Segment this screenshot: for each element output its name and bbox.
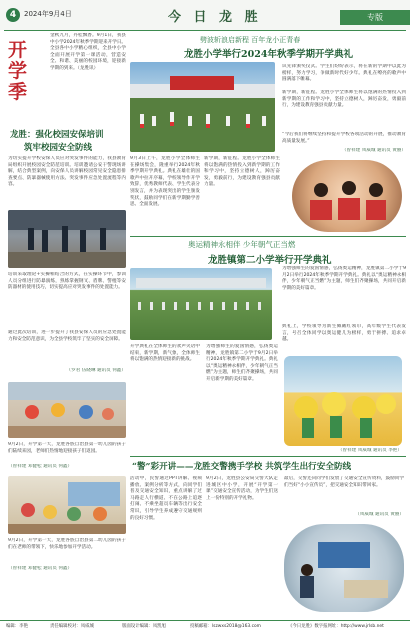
kindergarten-caption-2: 9月2日，开学第一天，龙胜各族自治县第二幼儿园的孩子们在老师的带领下，快乐地参加开学活动。 (8, 538, 126, 550)
lead-title: 龙胜小学举行2024年秋季学期开学典礼 (184, 49, 353, 60)
welcome-body-cont: 新学期，新征程。龙胜小学全体师生将以饱满的热情投入到新学期的工作和学习中，坚持立德树人，踔厉奋发，勇毅前行，为建设教育强县贡献力量。 (204, 156, 280, 188)
lead-ceremony-scene (130, 62, 275, 152)
warn-body-b: 9月2日，龙胜县公安局交警大队走进城区中小学，开展“开学第一课”交通安全宣传活动，为学生们送上一份特别的开学礼物。 (206, 476, 278, 501)
safety-title-line2: 筑牢校园安全防线 (24, 143, 93, 153)
traffic-police-class-photo (284, 524, 404, 612)
intro-text: 金秋九月，丹桂飘香。9月1日，我县中小学2024年秋季学期迎来开学日。全县各中小学精心组织，全县中小学全面开展开学第一课活动，营造安全、和谐、美丽的校园环境，迎接新学期的到来。（龙胜讯） (50, 33, 126, 71)
warn-signature: （凤威城 通讯员 黄丽） (355, 512, 404, 517)
issue-date: 2024年9月4日 (24, 10, 72, 18)
footer-proof: 责任编辑校对：凤威城 (50, 624, 94, 629)
warn-body-a: 活动中，民警通过PPT讲解、视频播放、案例分析等方式，向同学们普及交通安全知识，重点讲解了过马路走人行横道、不在公路上追逐打闹、不乘坐超员车辆等出行安全常识，引导学生养成遵守交通规则的良好习惯。 (130, 476, 202, 521)
kindergarten-photo-1 (8, 382, 126, 438)
footer-editor: 编辑：李艳 (6, 624, 28, 629)
traffic-police-class-scene (284, 524, 404, 612)
safety-body-3: 通过此次培训，进一步提升了我县安保人员的应急处置能力和安全防范意识，为全县学校筑牢了坚实的安全屏障。 (8, 330, 126, 342)
page-number: 4 (6, 8, 20, 22)
lead-signature: （曾祥建 凤威城 通讯员 黄丽） (341, 148, 406, 153)
footer-site: 《今日龙胜》数字报网址：http://www.jrlsb.net (288, 624, 384, 629)
lead-body-b: 新学期，新征程。龙胜小学全体师生将以饱满的热情投入到新学期的工作和学习中，坚持立德树人，踔厉奋发，勇毅前行，为建设教育强县贡献力量。 (282, 90, 406, 109)
welcome-body: 9月3日上午，龙胜小学全体师生在操场集会，隆重举行2024年秋季学期开学典礼。典礼在雄壮的国歌声中拉开序幕，学校领导作开学致辞，优秀教师代表、学生代表分别发言，并为表现突出的学生颁发奖状，鼓励同学们在新学期勤学善思、全面发展。 (130, 156, 200, 208)
lead-body-c: “今后我们将继续坚持和提升学校各项活动的开展，推动教育高质量发展。” (282, 132, 406, 144)
lead-body-a: 识先锋颁奖仪式。学生们纷纷表示，将在新的学期中以此为榜样，努力学习，争做新时代好少年。典礼在嘹亮的歌声中圆满落下帷幕。 (282, 64, 406, 83)
page-header (0, 0, 410, 30)
kindergarten-photo-2-figures (8, 476, 126, 534)
warn-body-c: 最后，交警还向同学们发放了交通安全宣传资料，鼓励同学们当好“小小宣传员”，把交通安全知识带回家。 (284, 476, 404, 488)
kaixueji-title: 开学季 (8, 39, 28, 103)
kindergarten-caption-1-signature: （曾祥建 邓健松 通讯员 何鑫） (8, 464, 73, 469)
section-divider-2 (130, 456, 406, 457)
edition-badge: 专版 (340, 10, 410, 25)
header-divider (4, 30, 406, 31)
kindergarten-photo-1-figures (8, 382, 126, 438)
kindergarten-caption-1: 9月2日，开学第一天，龙胜各族自治县第一幼儿园的孩子们陆续来园，老师们热情地迎接孩子们返园。 (8, 442, 126, 454)
safety-drill-photo (8, 210, 126, 268)
middle-body-d: 为增强师生的爱国情感，弘扬奥运精神，龙胜镇第二小学于9月2日举行2024年秋季学期开学典礼。典礼以“奥运精神永相伴，少年朝气正当燃”为主题，师生们齐聚操场，共同开启新学期的美好篇章。 (206, 344, 278, 382)
safety-body-2: 培训采取理论+实操相结合的方式，在实操环节中，参训人员分组进行防暴演练，熟练掌握钢叉、盾牌、警棍等安防器材的使用技巧，切实提高应对突发事件的处置能力。 (8, 272, 126, 291)
footer-design: 版面设计编辑：凤凯旭 (122, 624, 166, 629)
middle-body-c: 开学典礼在全体师生的欢声笑语中结束，新学期，新气象，全体师生将以饱满的热情迎接新的挑战。 (130, 344, 200, 363)
middle-assembly-scene (130, 268, 272, 340)
section-divider-1 (130, 236, 406, 237)
middle-kicker: 奥运精神永相伴 少年朝气正当燃 (188, 240, 296, 249)
safety-title-line1: 龙胜：强化校园安保培训 (10, 130, 104, 140)
safety-drill-figures (8, 210, 126, 268)
footer-email: 投稿邮箱：lszwxs2018@163.com (190, 624, 261, 629)
warn-title: “警”彩开讲——龙胜交警携手学校 共筑学生出行安全防线 (132, 462, 352, 472)
photo-gap (274, 268, 276, 340)
safety-body-1: 为切实提升学校安保人员应对突发事件的能力，我县教育局组织开展校园安全防范培训。培训邀请公安干警现场讲解，结合典型案例，向安保人员讲解校园常见安全隐患排查要点、防暴器械使用方法、突发事件应急处置流程等内容。 (8, 156, 126, 188)
page-footer (0, 620, 410, 633)
middle-signature: （曾祥建 凤威城 通讯员 李艳） (337, 448, 402, 453)
middle-assembly-photo (130, 268, 272, 340)
kindergarten-caption-2-signature: （曾祥建 邓健松 通讯员 何鑫） (8, 566, 73, 571)
lead-ceremony-photo (130, 62, 275, 152)
middle-body-a: 为增强师生的爱国情感，弘扬奥运精神，龙胜镇第二小学于9月2日举行2024年秋季学期开学典礼。典礼以“奥运精神永相伴，少年朝气正当燃”为主题，师生们齐聚操场，共同开启新学期的美好篇章。 (282, 266, 406, 291)
award-students-photo (292, 160, 402, 232)
flower-performance-photo (284, 356, 402, 446)
middle-body-b: 典礼上，学校领导为新生佩戴红领巾，高年级学生代表发言，号召全体同学以奥运健儿为榜样，勇于拼搏、追求卓越。 (282, 324, 406, 343)
masthead: 今 日 龙 胜 (168, 10, 262, 25)
middle-title: 龙胜镇第二小学举行开学典礼 (208, 255, 332, 266)
safety-signature: （罗君 伍晓琳 通讯员 何鑫） (66, 368, 126, 373)
award-students-figures (292, 160, 402, 232)
kindergarten-photo-2 (8, 476, 126, 534)
flower-performance-figures (284, 356, 402, 446)
lead-kicker: 劈波斩浪启新程 百年龙小正青春 (200, 36, 301, 44)
